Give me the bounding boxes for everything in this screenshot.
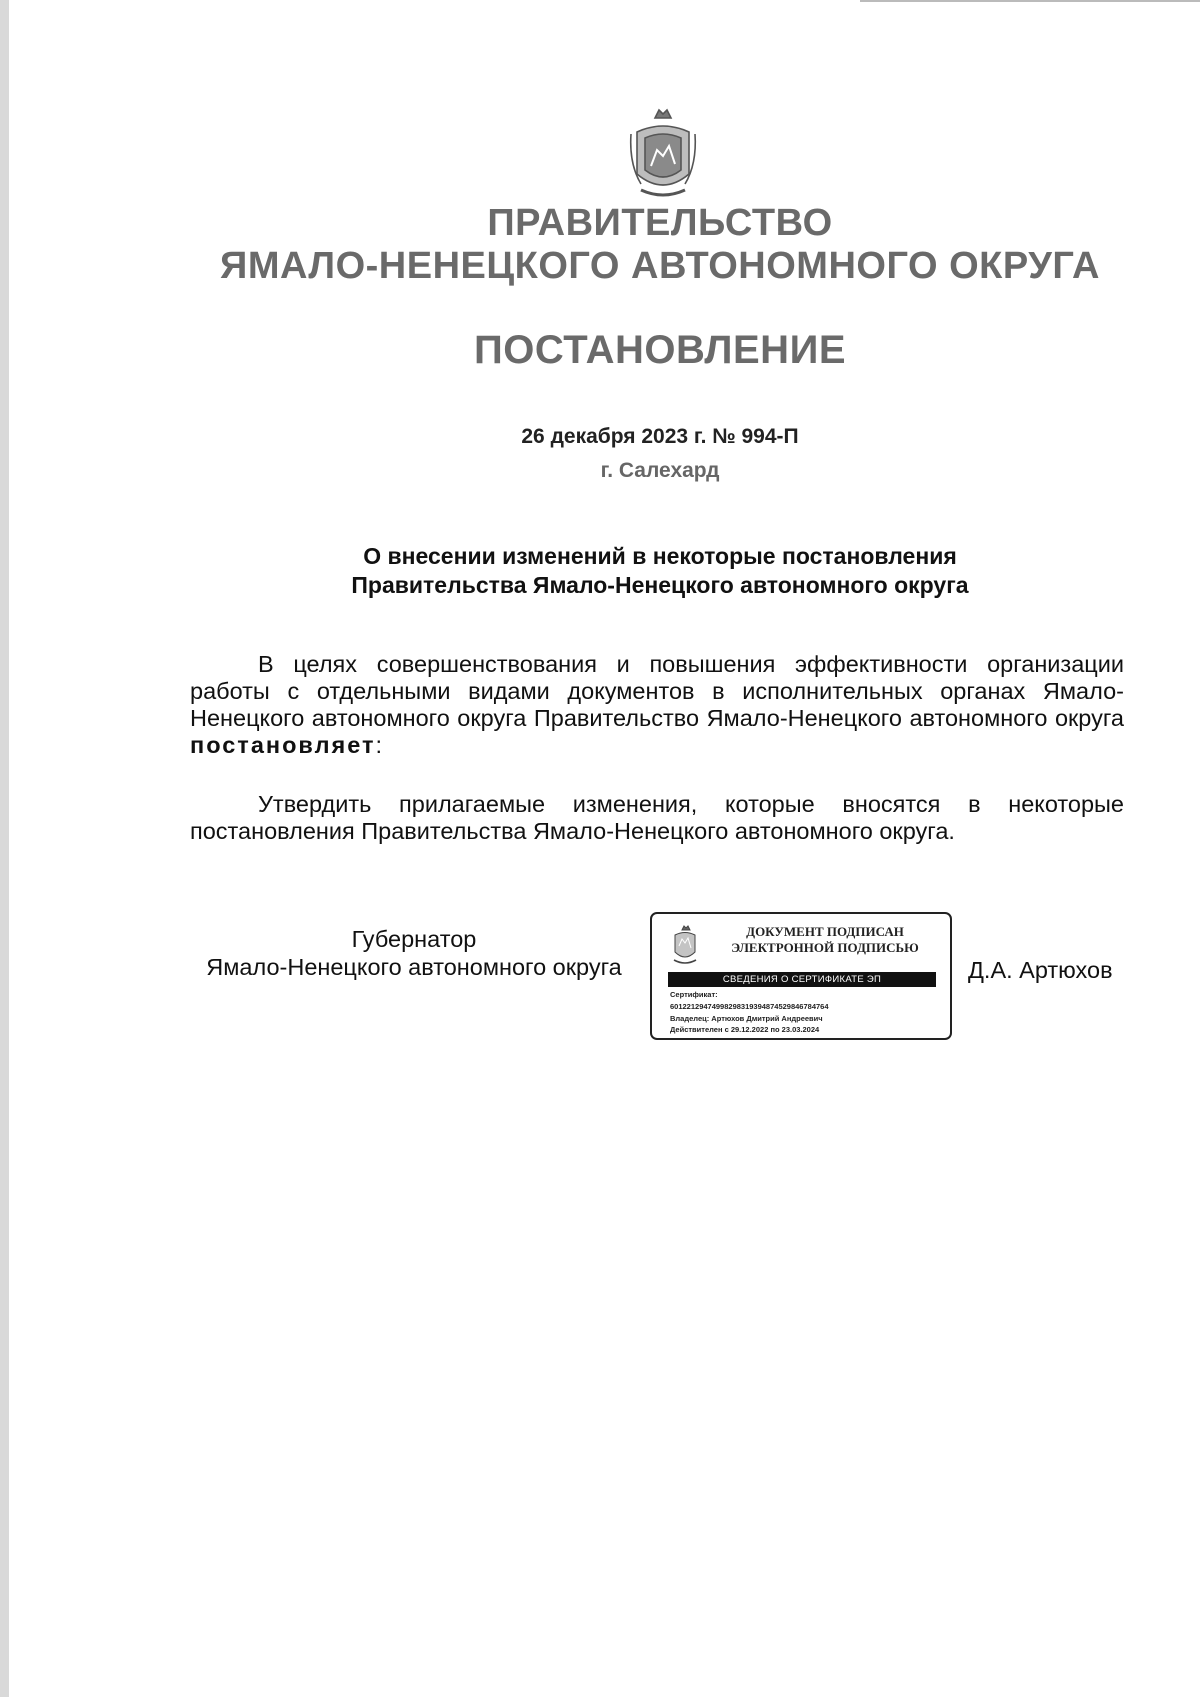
org-name-line-2: ЯМАЛО-НЕНЕЦКОГО АВТОНОМНОГО ОКРУГА [220, 245, 1100, 287]
resolves-word: постановляет [190, 732, 376, 758]
city: г. Салехард [600, 459, 720, 482]
scan-top-edge [860, 0, 1200, 2]
paragraph-1 [190, 651, 1124, 759]
certificate-owner: Владелец: Артюхов Дмитрий Андреевич [670, 1014, 823, 1023]
certificate-info-bar: СВЕДЕНИЯ О СЕРТИФИКАТЕ ЭП [668, 972, 936, 987]
stamp-heading-line-2: ЭЛЕКТРОННОЙ ПОДПИСЬЮ [731, 940, 919, 955]
signatory-title-line-2: Ямало-Ненецкого автономного округа [206, 954, 622, 980]
subject-line-2: Правительства Ямало-Ненецкого автономного округа [351, 572, 969, 598]
paragraph-2: Утвердить прилагаемые изменения, которые вносятся в некоторые постановления Правительства Ямало-Ненецкого автономного округа. [190, 791, 1124, 844]
paragraph-1-text: В целях совершенствования и повышения эффективности организации работы с отдельными видами документов в исполнительных органах Ямало-Ненецкого автономного округа Правительство Ямало-Ненецкого автономного округа [190, 651, 1124, 731]
coat-of-arms-icon [627, 104, 699, 204]
stamp-heading-line-1: ДОКУМЕНТ ПОДПИСАН [746, 924, 904, 939]
subject-line-1: О внесении изменений в некоторые постановления [363, 543, 957, 569]
signatory-title [190, 925, 638, 981]
document-subject [0, 542, 1200, 600]
document-type: ПОСТАНОВЛЕНИЕ [473, 328, 846, 372]
paragraph-1-end: : [375, 732, 383, 758]
org-name-line-1: ПРАВИТЕЛЬСТВО [487, 202, 833, 244]
coat-of-arms-icon [670, 924, 700, 968]
stamp-heading [712, 924, 938, 956]
certificate-number: 60122129474998298319394874529846784764 [670, 1002, 829, 1011]
date-and-number: 26 декабря 2023 г. № 994-П [521, 425, 799, 448]
certificate-validity: Действителен с 29.12.2022 по 23.03.2024 [670, 1025, 820, 1034]
electronic-signature-stamp [650, 912, 952, 1040]
signatory-title-line-1: Губернатор [351, 926, 477, 952]
certificate-label: Сертификат: [670, 990, 718, 999]
signatory-name: Д.А. Артюхов [968, 957, 1113, 983]
